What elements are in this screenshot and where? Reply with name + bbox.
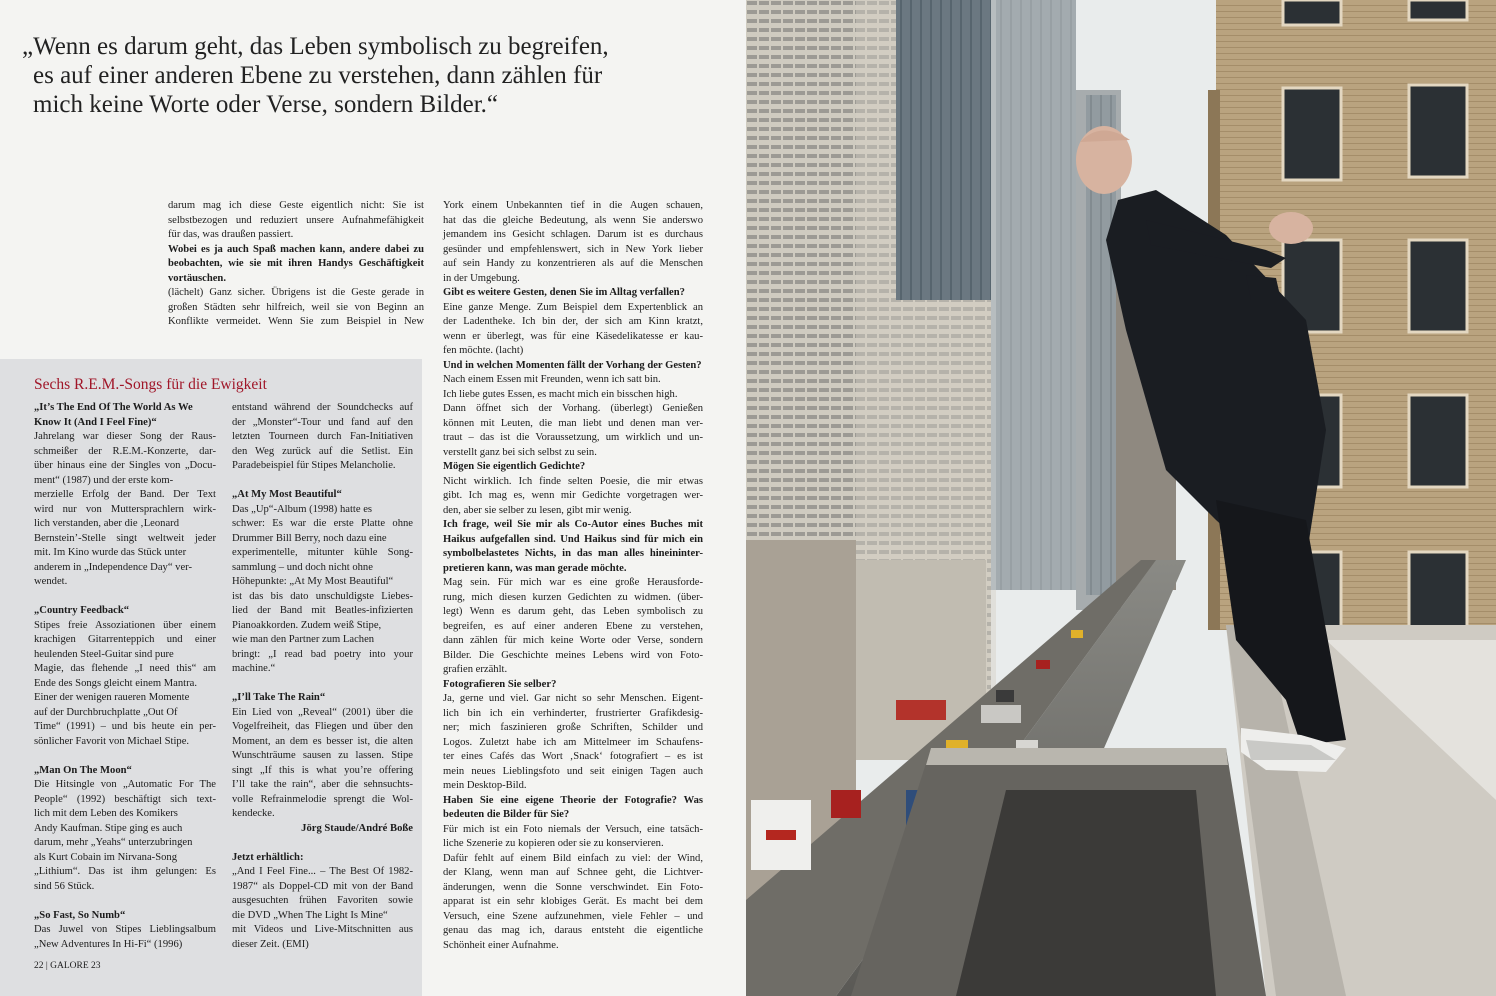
article-line: dann zählen für mich keine Worte oder Verse, sondern — [443, 635, 703, 646]
sidebar-text-line: als Kurt Cobain im Nirvana-Song — [34, 851, 177, 863]
song-title-line: „I’ll Take The Rain“ — [232, 692, 326, 703]
article-line: Für mich ist ein Foto niemals der Versuch, eine tatsäch- — [443, 823, 703, 835]
article-line: auf sein Handy zu konzentrieren als auf die Menschen — [443, 258, 703, 269]
interview-question-line: symbolbelastetes Nichts, in das man alles hineininter- — [443, 548, 703, 559]
sidebar-text-line: wendet. — [34, 576, 68, 587]
sidebar-text-line: I’ll take the rain“, aber die sehnsuchts- — [232, 779, 413, 790]
sidebar-text-line: ment“ (1987) und der erste kom- — [34, 474, 174, 486]
photo-illustration — [746, 0, 1496, 996]
pull-quote-line: „Wenn es darum geht, das Leben symbolisch zu begreifen, — [22, 33, 609, 60]
author-credit: Jörg Staude/André Boße — [301, 822, 413, 834]
interview-question-line: vortäuschen. — [168, 272, 226, 284]
interview-question-line: pretieren kann, was man gerade möchte. — [443, 562, 627, 574]
sidebar-text-line: Drummer Bill Berry, noch dazu eine — [232, 532, 387, 544]
article-line: mein Desktop-Bild. — [443, 780, 527, 791]
article-line: Konflikte vermeidet. Wenn Sie zum Beispiel in New — [168, 316, 424, 327]
sidebar-text-line: volle Refrainmelodie sprengt die Wol- — [232, 793, 413, 805]
sidebar-text-line: schwer: Es war die erste Platte ohne — [232, 518, 413, 529]
article-line: der Klang, wenn man auf Schnee geht, die Lichtver- — [443, 867, 703, 878]
sidebar-text-line: sammlung – und doch nicht ohne — [232, 561, 373, 573]
sidebar-text-line: ausgesuchten frühen Favoriten sowie — [232, 895, 413, 906]
song-title-line: „It’s The End Of The World As We — [34, 402, 193, 413]
sidebar-text-line: dieser Zeit. (EMI) — [232, 938, 309, 950]
article-line: gibt. Ich mag es, wenn mir Gedichte vorgetragen wer- — [443, 490, 703, 501]
article-line: mein neues Lieblingsfoto und seit einigen Tagen auch — [443, 765, 703, 777]
cover-photo — [746, 0, 1496, 996]
article-line: genau das mag ich, daraus entsteht die eigentliche — [443, 925, 703, 936]
interview-question-line: Mögen Sie eigentlich Gedichte? — [443, 461, 586, 472]
article-line: York einem Unbekannten tief in die Augen schauen, — [443, 200, 703, 211]
sidebar-title: Sechs R.E.M.-Songs für die Ewigkeit — [34, 376, 267, 393]
sidebar-text-line: krachigen Gitarrenteppich und einer — [34, 634, 216, 645]
article-line: liche Szenerie zu kopieren oder sie zu konservieren. — [443, 838, 664, 849]
sidebar-text-line: Das Juwel von Stipes Lieblingsalbum — [34, 924, 216, 935]
song-title-line: „At My Most Beautiful“ — [232, 489, 342, 500]
sidebar-text-line: Stipes freie Assoziationen über einem — [34, 619, 216, 631]
article-line: verstellt ganz bei sich selbst zu sein. — [443, 446, 597, 458]
article-line: traut – das ist die Voraussetzung, um wirklich und un- — [443, 432, 703, 443]
article-line: den, aber sie selber zu lesen, gibt mir wenig. — [443, 504, 632, 516]
article-line: in der Umgebung. — [443, 272, 520, 284]
paragraph-gap — [34, 894, 216, 909]
sidebar-text-line: Wunschträume sausen zu lassen. Stipe — [232, 750, 413, 761]
sidebar-text-line: Die Hitsingle von „Automatic For The — [34, 779, 216, 790]
sidebar-column-1 — [34, 401, 216, 952]
sidebar-text-line: auf der Durchbruchplatte „Out Of — [34, 706, 178, 718]
sidebar-text-line: Ein Lied von „Reveal“ (2001) über die — [232, 706, 413, 718]
sidebar-text-line: entstand während der Soundchecks auf — [232, 402, 413, 413]
sidebar-text-line: Vogelfreiheit, das Fliegen und über den — [232, 721, 413, 732]
interview-question-line: Gibt es weitere Gesten, denen Sie im Alltag verfallen? — [443, 287, 685, 298]
sidebar-text-line: Einer der wenigen raueren Momente — [34, 692, 190, 703]
sidebar-text-line: Paradebeispiel für Stipes Melancholie. — [232, 460, 396, 471]
sidebar-text-line: sönlicher Favorit von Michael Stipe. — [34, 735, 190, 747]
article-line: lich bin ich ein verhinderter, frustrierter Grafikdesig- — [443, 707, 703, 719]
sidebar-text-line: den Weg zurück auf die Setlist. Ein — [232, 445, 413, 457]
article-line: selbstbezogen und reduziert unsere Aufnahmefähigkeit — [168, 214, 424, 226]
article-line: darum mag ich diese Geste eigentlich nicht: Sie ist — [168, 200, 424, 211]
sidebar-text-line: anderem in „Independence Day“ ver- — [34, 561, 193, 573]
sidebar-text-line: Ende des Songs gleicht einem Mantra. — [34, 677, 197, 689]
article-line: können mit Leuten, die man liebt und denen man ver- — [443, 417, 703, 429]
article-line: ner; mich faszinieren große Schriften, Schilder und — [443, 722, 703, 733]
article-line: änderungen, wenn die Sonne verschwindet. Ein Foto- — [443, 881, 703, 893]
sidebar-text-line: Pianoakkorden. Zudem weiß Stipe, — [232, 619, 382, 631]
sidebar-text-line: lied der Band mit Beatles-infizierten — [232, 605, 413, 616]
song-title-line: Know It (And I Feel Fine)“ — [34, 416, 157, 428]
article-line: apparat ist ein sehr klobiges Gerät. Es macht bei dem — [443, 896, 703, 907]
sidebar-text-line: lich verstanden, aber die ‚Leonard — [34, 518, 180, 529]
sidebar-text-line: Moment, an dem es besser ist, die alten — [232, 735, 413, 747]
article-line: grafien erzählt. — [443, 664, 508, 675]
sidebar-text-line: Andy Kaufman. Stipe ging es auch — [34, 822, 183, 834]
article-line: legt) Wenn es darum geht, das Leben symbolisch zu — [443, 606, 703, 617]
pull-quote-line: mich keine Worte oder Verse, sondern Bilder.“ — [33, 91, 498, 118]
sidebar-text-line: über hinaus eine der Singles von „Docu- — [34, 460, 216, 471]
song-title-line: „So Fast, So Numb“ — [34, 909, 126, 921]
sidebar-text-line: experimentelle, mitunter kühle Song- — [232, 547, 413, 558]
article-line: der Ladentheke. Ich bin der, der sich am Kinn kratzt, — [443, 316, 703, 327]
pull-quote — [22, 32, 722, 119]
sidebar-text-line: singt „If this is what you’re offering — [232, 764, 413, 776]
interview-question-line: Wobei es ja auch Spaß machen kann, andere dabei zu — [168, 243, 424, 255]
sidebar-text-line: wie man den Partner zum Lachen — [232, 634, 375, 645]
sidebar-text-line: die DVD „When The Light Is Mine“ — [232, 909, 388, 921]
sidebar-column-2 — [232, 401, 413, 952]
paragraph-gap — [232, 836, 413, 851]
article-line: Bilder. Die Geschichte meines Lebens wird von Foto- — [443, 649, 703, 661]
article-line: ter eines Cafés das Wort ‚Snack‘ fotografiert – es ist — [443, 751, 703, 762]
article-line: Logos. Zuletzt habe ich am Mittelmeer im Schaufens- — [443, 736, 703, 748]
interview-question-line: Haben Sie eine eigene Theorie der Fotografie? Was — [443, 794, 703, 806]
sidebar-text-line: merzielle Erfolg der Band. Der Text — [34, 489, 216, 500]
song-title-line: „Country Feedback“ — [34, 605, 130, 616]
sidebar-text-line: ist das bis dato unschuldigste Liebes- — [232, 590, 413, 602]
article-column-2 — [443, 199, 703, 953]
article-line: Schönheit einer Aufnahme. — [443, 939, 559, 951]
hand — [1269, 212, 1313, 244]
sidebar-text-line: Magie, das flehende „I need this“ am — [34, 663, 216, 674]
article-line: rung, mich diesen kurzen Gedichten zu widmen. (über- — [443, 591, 703, 603]
sidebar-text-line: Das „Up“-Album (1998) hatte es — [232, 503, 373, 515]
left-page — [0, 0, 746, 996]
article-line: Dann öffnet sich der Vorhang. (überlegt) Genießen — [443, 403, 703, 414]
sidebar-text-line: People“ (1992) beschäftigt sich text- — [34, 793, 216, 805]
article-line: für das, was draußen passiert. — [168, 229, 294, 240]
sidebar-text-line: 1987“ als Doppel-CD mit von der Band — [232, 880, 413, 892]
sidebar-text-line: sind 56 Stück. — [34, 880, 95, 892]
article-line: jemandem ins Gesicht schlagen. Darum ist es durchaus — [443, 229, 703, 240]
sidebar-text-line: „Lithium“. Das ist ihm gelungen: Es — [34, 866, 216, 877]
sidebar-text-line: schmeißer der R.E.M.-Konzerte, dar- — [34, 445, 216, 457]
sidebar-text-line: der „Monster“-Tour und fand auf den — [232, 416, 413, 428]
sidebar-text-line: heulenden Steel-Guitar sind pure — [34, 648, 174, 660]
article-line: wenn er überlegt, was für eine Käsedelikatesse er kau- — [443, 330, 703, 342]
paragraph-gap — [232, 677, 413, 692]
sidebar-text-line: Jahrelang war dieser Song der Raus- — [34, 431, 216, 442]
sidebar-text-line: mit Videos und Live-Mitschnitten aus — [232, 924, 413, 935]
sidebar-text-line: machine.“ — [232, 663, 276, 674]
article-line: Ja, gerne und viel. Gar nicht so sehr Menschen. Eigent- — [443, 693, 703, 704]
interview-question-line: bedeuten die Bilder für Sie? — [443, 809, 570, 820]
article-line: begreifen, es auf einer anderen Ebene zu verstehen, — [443, 620, 703, 632]
article-line: Versuch, eine Szene aufzunehmen, viele Fehler – und — [443, 910, 703, 922]
sidebar-text-line: Bernstein’-Stelle singt weltweit jeder — [34, 532, 216, 544]
paragraph-gap — [34, 749, 216, 764]
article-line: Eine ganze Menge. Zum Beispiel dem Expertenblick an — [443, 301, 703, 313]
paragraph-gap — [34, 590, 216, 605]
article-line: großen Städten sehr hilfreich, weil sie von Beginn an — [168, 301, 424, 313]
article-column-1 — [168, 199, 424, 330]
sidebar-text-line: bringt: „I read bad poetry into your — [232, 648, 413, 660]
sidebar-text-line: Time“ (1991) – und bis heute ein per- — [34, 721, 216, 732]
interview-question-line: Und in welchen Momenten fällt der Vorhang der Gesten? — [443, 359, 702, 371]
article-line: Mag sein. Für mich war es eine große Herausforde- — [443, 577, 703, 588]
sidebar-text-line: wird nur von Muttersprachlern wirk- — [34, 503, 216, 515]
article-line: Ich liebe gutes Essen, es macht mich ein bisschen high. — [443, 388, 678, 400]
pull-quote-line: es auf einer anderen Ebene zu verstehen, dann zählen für — [33, 62, 603, 89]
article-line: fen möchte. (lacht) — [443, 345, 524, 356]
article-line: (lächelt) Ganz sicher. Übrigens ist die Geste gerade in — [168, 287, 424, 298]
paragraph-gap — [232, 474, 413, 489]
sidebar-text-line: „New Adventures In Hi-Fi“ (1996) — [34, 938, 183, 950]
song-title-line: „Man On The Moon“ — [34, 764, 132, 776]
interview-question-line: beobachten, wie sie mit ihren Handys Geschäftigkeit — [168, 258, 424, 269]
article-line: Dafür fehlt auf einem Bild einfach zu viel: der Wind, — [443, 852, 703, 864]
sidebar-text-line: lich mit dem Leben des Komikers — [34, 808, 178, 819]
sidebar-text-line: mit. Im Kino wurde das Stück unter — [34, 547, 187, 558]
interview-question-line: Fotografieren Sie selber? — [443, 678, 557, 690]
article-line: Nach einem Essen mit Freunden, wenn ich satt bin. — [443, 374, 661, 385]
page-folio: 22 | GALORE 23 — [34, 961, 101, 971]
article-line: gesünder und empfehlenswert, sich in New York lieber — [443, 243, 703, 255]
article-line: Nicht wirklich. Ich finde selten Poesie, die mir etwas — [443, 475, 703, 487]
sidebar-text-line: „And I Feel Fine... – The Best Of 1982- — [232, 866, 413, 877]
sidebar-text-line: kendecke. — [232, 808, 275, 819]
sidebar-text-line: letzten Tourneen durch Fan-Initiativen — [232, 431, 413, 442]
interview-question-line: Ich frage, weil Sie mir als Co-Autor eines Buches mit — [443, 519, 703, 530]
article-line: hat das die gleiche Bedeutung, als wenn Sie anderswo — [443, 214, 703, 226]
song-title-line: Jetzt erhältlich: — [232, 851, 304, 863]
sidebar-text-line: darum, mehr „Yeahs“ unterzubringen — [34, 837, 193, 848]
sidebar-text-line: Höhepunkte: „At My Most Beautiful“ — [232, 576, 394, 587]
interview-question-line: Haikus aufgefallen sind. Und Haikus sind für mich ein — [443, 533, 703, 545]
